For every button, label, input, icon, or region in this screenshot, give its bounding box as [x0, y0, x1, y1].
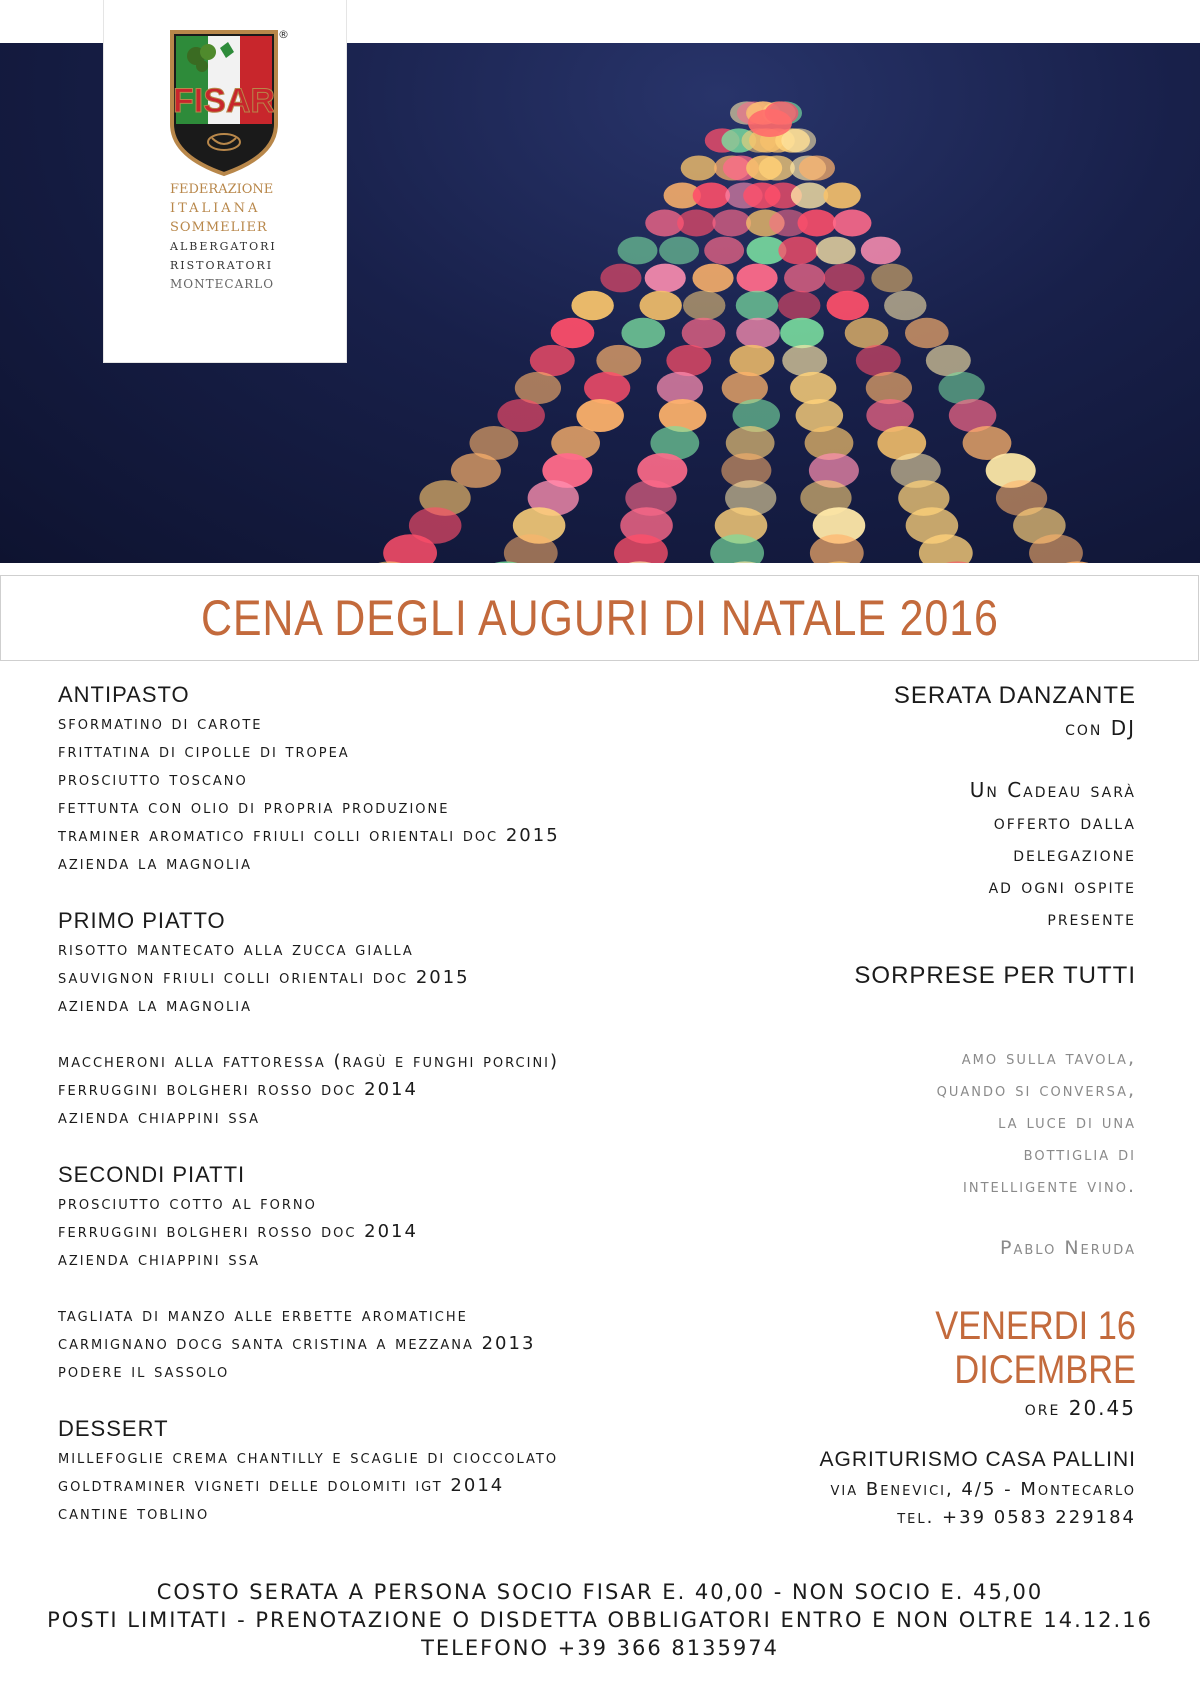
menu-item: azienda chiappini ssa	[58, 1107, 260, 1128]
bokeh-light	[856, 345, 901, 376]
quote-line: quando si conversa,	[936, 1079, 1136, 1101]
footer	[0, 1578, 1200, 1662]
section-heading: ANTIPASTO	[58, 682, 190, 707]
menu-item: fettunta con olio di propria produzione	[58, 797, 450, 818]
bokeh-light	[677, 210, 716, 237]
event-time: ore 20.45	[1024, 1396, 1136, 1420]
bokeh-light	[926, 345, 971, 376]
menu-item: goldtraminer vigneti delle dolomiti igt 2014	[58, 1475, 505, 1496]
footer-phone: TELEFONO +39 366 8135974	[421, 1636, 779, 1660]
section-heading: DESSERT	[58, 1416, 169, 1441]
menu-item: carmignano docg santa cristina a mezzana 2013	[58, 1333, 536, 1354]
footer-price: COSTO SERATA A PERSONA SOCIO FISAR E. 40,00 - NON SOCIO E. 45,00	[156, 1580, 1044, 1604]
event-date: VENERDI 16 DICEMBRE	[935, 1304, 1136, 1392]
bokeh-light	[736, 318, 780, 348]
logo-line: MONTECARLO	[170, 277, 275, 291]
bokeh-light	[639, 291, 681, 321]
footer-booking: POSTI LIMITATI - PRENOTAZIONE O DISDETTA OBBLIGATORI ENTRO E NON OLTRE 14.12.16	[47, 1608, 1153, 1632]
menu-section-secondi	[58, 1160, 738, 1386]
menu-item: traminer aromatico friuli colli orientali doc 2015	[58, 825, 560, 846]
bokeh-light	[784, 264, 825, 293]
title-band	[0, 575, 1199, 661]
bokeh-light	[681, 155, 717, 180]
bokeh-light	[584, 372, 630, 404]
fisar-logo-card	[104, 0, 346, 362]
logo-line: ALBERGATORI	[170, 240, 277, 253]
menu-column	[58, 680, 738, 1556]
svg-text:FISAR: FISAR	[173, 82, 275, 120]
bokeh-light	[823, 264, 864, 293]
bokeh-light	[778, 291, 820, 321]
bokeh-light	[736, 264, 777, 293]
bokeh-light	[571, 291, 613, 321]
menu-item: frittatina di cipolle di tropea	[58, 741, 350, 762]
fisar-shield-logo	[168, 28, 280, 178]
quote-line: la luce di una	[998, 1111, 1136, 1133]
bokeh-light	[823, 183, 860, 209]
bokeh-light	[659, 237, 699, 265]
bokeh-light	[600, 264, 641, 293]
menu-item: risotto mantecato alla zucca gialla	[58, 939, 414, 960]
quote-line: intelligente vino.	[963, 1175, 1136, 1197]
bokeh-light	[666, 345, 711, 376]
venue-name: AGRITURISMO CASA PALLINI	[819, 1448, 1136, 1471]
quote-line: bottiglia di	[1023, 1143, 1136, 1165]
cadeau-line: Un Cadeau sarà	[969, 778, 1136, 802]
bokeh-light	[861, 237, 901, 265]
bokeh-light	[782, 345, 827, 376]
bokeh-light	[816, 237, 856, 265]
bokeh-light	[596, 345, 641, 376]
bokeh-light	[797, 210, 836, 237]
menu-item: ferruggini bolgheri rosso doc 2014	[58, 1079, 418, 1100]
bokeh-light	[683, 291, 725, 321]
menu-item: sauvignon friuli colli orientali doc 2015	[58, 967, 470, 988]
bokeh-light	[497, 399, 544, 432]
menu-section-dessert	[58, 1414, 738, 1528]
menu-section-primo	[58, 906, 738, 1132]
menu-item: cantine toblino	[58, 1503, 210, 1524]
menu-item: podere il sassolo	[58, 1361, 230, 1382]
sorprese: SORPRESE PER TUTTI	[854, 962, 1136, 989]
bokeh-light	[551, 318, 595, 348]
bokeh-light	[712, 210, 751, 237]
bokeh-light	[833, 210, 872, 237]
cadeau-line: ad ogni ospite	[988, 874, 1136, 898]
menu-item: millefoglie crema chantilly e scaglie di cioccolato	[58, 1447, 559, 1468]
menu-item: tagliata di manzo alle erbette aromatiche	[58, 1305, 468, 1326]
quote-line: amo sulla tavola,	[961, 1047, 1136, 1069]
menu-item: sformatino di carote	[58, 713, 263, 734]
menu-item: azienda chiappini ssa	[58, 1249, 260, 1270]
venue-address: via Benevici, 4/5 - Montecarlo	[830, 1479, 1136, 1500]
bokeh-light	[871, 264, 912, 293]
bokeh-light	[939, 372, 985, 404]
section-heading: PRIMO PIATTO	[58, 908, 226, 933]
cadeau-line: delegazione	[1013, 842, 1136, 866]
venue-phone: tel. +39 0583 229184	[897, 1507, 1136, 1528]
bokeh-light	[682, 318, 726, 348]
bokeh-light	[778, 237, 818, 265]
logo-line: FEDERAZIONE	[170, 182, 274, 197]
bokeh-light	[730, 345, 775, 376]
menu-item: maccheroni alla fattoressa (ragù e funghi porcini)	[58, 1051, 560, 1072]
event-info-column	[696, 680, 1136, 1532]
page-title: CENA DEGLI AUGURI DI NATALE 2016	[200, 590, 999, 646]
bokeh-light	[845, 318, 889, 348]
bokeh-light	[759, 155, 795, 180]
logo-line: RISTORATORI	[170, 259, 274, 272]
bokeh-light	[692, 264, 733, 293]
bokeh-light	[799, 155, 835, 180]
logo-text	[104, 180, 346, 294]
bokeh-light	[790, 372, 836, 404]
bokeh-light	[693, 183, 730, 209]
con-dj: con DJ	[1065, 716, 1136, 740]
bokeh-light	[905, 318, 949, 348]
menu-item: azienda la magnolia	[58, 995, 253, 1016]
logo-line: SOMMELIER	[170, 220, 268, 235]
menu-section-antipasto	[58, 680, 738, 878]
serata-danzante: SERATA DANZANTE	[893, 682, 1136, 709]
bokeh-light	[645, 264, 686, 293]
cadeau-line: offerto dalla	[993, 810, 1136, 834]
registered-mark: ®	[278, 28, 289, 41]
bokeh-light	[530, 345, 575, 376]
logo-line: ITALIANA	[170, 201, 261, 216]
menu-item: ferruggini bolgheri rosso doc 2014	[58, 1221, 418, 1242]
bokeh-light	[827, 291, 869, 321]
quote-author: Pablo Neruda	[1000, 1237, 1136, 1259]
bokeh-light	[884, 291, 926, 321]
bokeh-light	[791, 183, 828, 209]
menu-item: azienda la magnolia	[58, 853, 253, 874]
cadeau-line: presente	[1047, 906, 1136, 930]
bokeh-light	[451, 453, 501, 488]
bokeh-light	[704, 237, 744, 265]
bokeh-light	[722, 372, 768, 404]
menu-item: prosciutto toscano	[58, 769, 248, 790]
bokeh-light-top	[748, 109, 792, 137]
menu-item: prosciutto cotto al forno	[58, 1193, 317, 1214]
bokeh-light	[780, 318, 824, 348]
bokeh-light	[621, 318, 665, 348]
bokeh-light	[618, 237, 658, 265]
bokeh-light	[736, 291, 778, 321]
section-heading: SECONDI PIATTI	[58, 1162, 246, 1187]
